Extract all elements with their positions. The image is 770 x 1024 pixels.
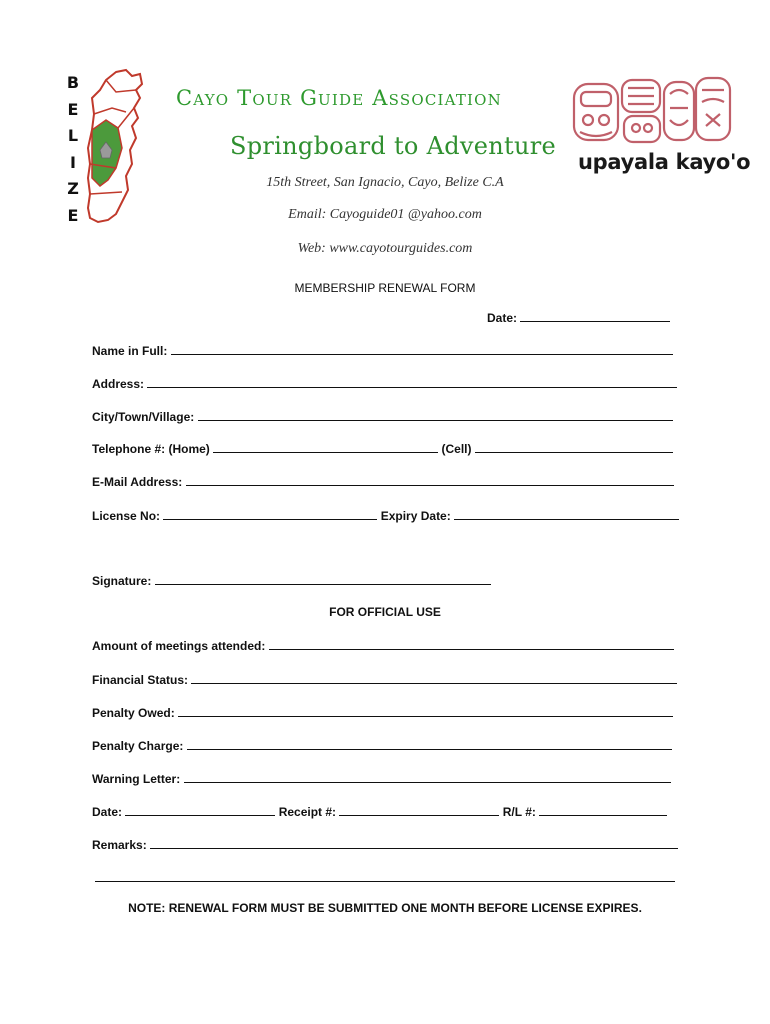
name-label: Name in Full: (92, 344, 168, 358)
address-field (92, 376, 677, 391)
official-date-label: Date: (92, 805, 123, 819)
meetings-field (92, 638, 674, 653)
maya-glyphs-logo-icon (568, 74, 734, 152)
receipt-input-line[interactable] (339, 804, 499, 816)
email-line: Email: Cayoguide01 @yahoo.com (288, 207, 482, 222)
signature-input-line[interactable] (155, 573, 491, 585)
belize-map-icon (82, 68, 152, 226)
financial-status-label: Financial Status: (92, 673, 189, 687)
telephone-home-label: Telephone #: (Home) (92, 442, 210, 456)
name-input-line[interactable] (171, 343, 673, 355)
license-input-line[interactable] (163, 508, 377, 520)
email-input-line[interactable] (186, 474, 674, 486)
city-field (92, 409, 673, 424)
address-label: Address: (92, 377, 145, 391)
slogan: Springboard to Adventure (230, 132, 556, 160)
receipt-label: Receipt #: (278, 805, 337, 819)
remarks-continuation (95, 870, 675, 885)
date-label: Date: (487, 311, 518, 325)
telephone-field (92, 441, 673, 456)
receipt-row (92, 804, 667, 819)
penalty-owed-input-line[interactable] (178, 705, 673, 717)
penalty-charge-field (92, 738, 672, 753)
telephone-cell-label: (Cell) (441, 442, 472, 456)
country-letter: E (67, 99, 79, 119)
meetings-input-line[interactable] (269, 638, 674, 650)
form-title: MEMBERSHIP RENEWAL FORM (294, 281, 476, 295)
remarks-input-line[interactable] (150, 837, 678, 849)
address-input-line[interactable] (147, 376, 677, 388)
web-line: Web: www.cayotourguides.com (297, 241, 473, 256)
telephone-cell-input-line[interactable] (475, 441, 673, 453)
rl-label: R/L #: (502, 805, 536, 819)
submission-note: NOTE: RENEWAL FORM MUST BE SUBMITTED ONE MONTH BEFORE LICENSE EXPIRES. (128, 901, 642, 915)
signature-label: Signature: (92, 574, 152, 588)
license-field (92, 508, 679, 523)
country-letter: I (70, 152, 76, 172)
penalty-charge-label: Penalty Charge: (92, 739, 184, 753)
country-letter: Z (67, 179, 79, 198)
email-field (92, 474, 674, 489)
telephone-home-input-line[interactable] (213, 441, 438, 453)
address-line: 15th Street, San Ignacio, Cayo, Belize C.A (266, 175, 504, 190)
organization-name: Cayo Tour Guide Association (176, 86, 502, 110)
city-input-line[interactable] (198, 409, 673, 421)
country-vertical-letters (62, 70, 84, 229)
logo-text: upayala kayo'o (578, 150, 751, 174)
expiry-label: Expiry Date: (380, 509, 451, 523)
email-label: E-Mail Address: (92, 475, 183, 489)
official-use-title: FOR OFFICIAL USE (329, 605, 441, 619)
remarks-field (92, 837, 678, 852)
financial-status-input-line[interactable] (191, 672, 677, 684)
rl-input-line[interactable] (539, 804, 667, 816)
signature-field (92, 573, 491, 588)
date-input-line[interactable] (520, 310, 670, 322)
penalty-owed-field (92, 705, 673, 720)
warning-letter-field (92, 771, 671, 786)
remarks-label: Remarks: (92, 838, 147, 852)
official-date-input-line[interactable] (125, 804, 275, 816)
city-label: City/Town/Village: (92, 410, 195, 424)
meetings-label: Amount of meetings attended: (92, 639, 266, 653)
remarks-continuation-line[interactable] (95, 870, 675, 882)
warning-letter-input-line[interactable] (184, 771, 671, 783)
date-field (487, 310, 670, 325)
penalty-charge-input-line[interactable] (187, 738, 672, 750)
warning-letter-label: Warning Letter: (92, 772, 181, 786)
license-label: License No: (92, 509, 161, 523)
penalty-owed-label: Penalty Owed: (92, 706, 175, 720)
country-letter: L (67, 126, 79, 145)
expiry-input-line[interactable] (454, 508, 679, 520)
financial-status-field (92, 672, 677, 687)
name-field (92, 343, 673, 358)
country-letter: E (67, 205, 79, 225)
country-letter: B (66, 73, 80, 92)
